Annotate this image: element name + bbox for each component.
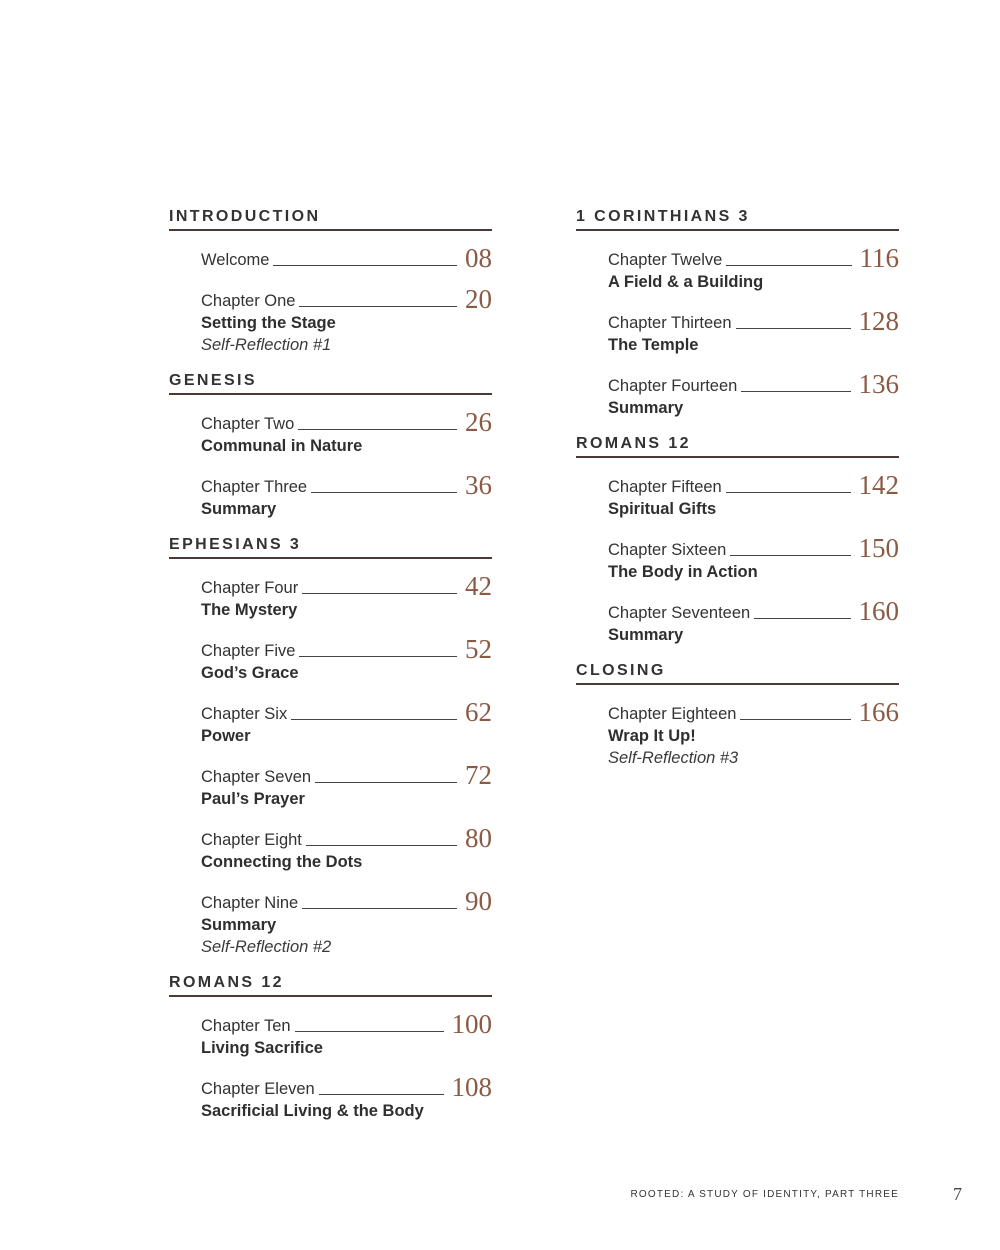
section-heading: INTRODUCTION [169, 208, 492, 231]
toc-section [169, 536, 492, 957]
chapter-subtitle: Communal in Nature [201, 437, 363, 455]
chapter-subtitle: A Field & a Building [608, 273, 764, 291]
chapter-subtitle: The Temple [608, 336, 699, 354]
page-number: 128 [858, 306, 899, 336]
toc-entry[interactable] [201, 886, 492, 957]
toc-section [169, 974, 492, 1121]
dot-leader [741, 391, 850, 392]
toc-entry-line [201, 407, 492, 437]
dot-leader [315, 782, 457, 783]
toc-entry[interactable] [608, 243, 899, 292]
dot-leader [302, 908, 457, 909]
chapter-subtitle: Power [201, 727, 251, 745]
toc-entry-line [201, 284, 492, 314]
toc-entry[interactable] [608, 697, 899, 768]
dot-leader [299, 656, 457, 657]
toc-entry[interactable] [608, 470, 899, 519]
toc-entry-line [608, 697, 899, 727]
chapter-label: Chapter Seventeen [608, 604, 751, 622]
dot-leader [726, 492, 851, 493]
footer-book-title: ROOTED: A STUDY OF IDENTITY, PART THREE [630, 1189, 899, 1200]
toc-entry[interactable] [201, 470, 492, 519]
section-heading: 1 CORINTHIANS 3 [576, 208, 899, 231]
page-number: 36 [465, 470, 492, 500]
chapter-label: Chapter Eighteen [608, 705, 737, 723]
page-number: 136 [858, 369, 899, 399]
toc-entry[interactable] [608, 596, 899, 645]
toc-entry[interactable] [608, 533, 899, 582]
chapter-subtitle: The Body in Action [608, 563, 758, 581]
toc-entry-line [201, 697, 492, 727]
chapter-label: Chapter Ten [201, 1017, 291, 1035]
chapter-label: Chapter Two [201, 415, 295, 433]
toc-entry-line [608, 243, 899, 273]
dot-leader [754, 618, 850, 619]
section-heading: ROMANS 12 [169, 974, 492, 997]
dot-leader [736, 328, 851, 329]
chapter-subtitle: Summary [608, 626, 684, 644]
toc-entry[interactable] [608, 306, 899, 355]
dot-leader [311, 492, 457, 493]
toc-entry-line [608, 533, 899, 563]
toc-entry-line [201, 243, 492, 273]
toc-entry[interactable] [201, 1009, 492, 1058]
section-heading: GENESIS [169, 372, 492, 395]
toc-entry[interactable] [201, 634, 492, 683]
toc-entry[interactable] [608, 369, 899, 418]
toc-section [169, 372, 492, 519]
dot-leader [306, 845, 457, 846]
page-number: 160 [858, 596, 899, 626]
toc-entry-line [201, 886, 492, 916]
chapter-subtitle: Summary [608, 399, 684, 417]
page-number: 62 [465, 697, 492, 727]
toc-entry-line [201, 823, 492, 853]
chapter-label: Welcome [201, 251, 270, 269]
chapter-label: Chapter Fourteen [608, 377, 738, 395]
toc-column-right [576, 208, 899, 785]
chapter-label: Chapter One [201, 292, 296, 310]
dot-leader [291, 719, 457, 720]
toc-entry[interactable] [201, 407, 492, 456]
page-number: 108 [451, 1072, 492, 1102]
footer-page-number: 7 [953, 1184, 962, 1204]
dot-leader [273, 265, 457, 266]
chapter-subtitle: Connecting the Dots [201, 853, 363, 871]
chapter-subtitle: Spiritual Gifts [608, 500, 717, 518]
chapter-subtitle: Summary [201, 916, 277, 934]
toc-column-left [169, 208, 492, 1138]
dot-leader [302, 593, 457, 594]
chapter-label: Chapter Eleven [201, 1080, 315, 1098]
chapter-label: Chapter Five [201, 642, 296, 660]
page-number: 100 [451, 1009, 492, 1039]
toc-section [576, 435, 899, 645]
toc-entry[interactable] [201, 823, 492, 872]
page-number: 52 [465, 634, 492, 664]
toc-entry-line [608, 306, 899, 336]
toc-entry-line [608, 369, 899, 399]
chapter-label: Chapter Nine [201, 894, 299, 912]
chapter-label: Chapter Fifteen [608, 478, 722, 496]
chapter-subtitle: The Mystery [201, 601, 298, 619]
chapter-label: Chapter Four [201, 579, 299, 597]
chapter-label: Chapter Twelve [608, 251, 723, 269]
section-heading: CLOSING [576, 662, 899, 685]
chapter-subtitle: God’s Grace [201, 664, 299, 682]
chapter-subtitle: Wrap It Up! [608, 727, 696, 745]
self-reflection-label: Self-Reflection #1 [201, 336, 332, 354]
page-number: 166 [858, 697, 899, 727]
chapter-label: Chapter Seven [201, 768, 312, 786]
page-number: 72 [465, 760, 492, 790]
chapter-label: Chapter Thirteen [608, 314, 732, 332]
chapter-subtitle: Setting the Stage [201, 314, 336, 332]
toc-entry[interactable] [201, 243, 492, 273]
dot-leader [295, 1031, 444, 1032]
page-number: 116 [859, 243, 899, 273]
toc-entry[interactable] [201, 697, 492, 746]
chapter-subtitle: Living Sacrifice [201, 1039, 323, 1057]
chapter-subtitle: Summary [201, 500, 277, 518]
page-number: 80 [465, 823, 492, 853]
toc-entry-line [201, 470, 492, 500]
toc-entry[interactable] [201, 1072, 492, 1121]
toc-section [169, 208, 492, 355]
section-heading: EPHESIANS 3 [169, 536, 492, 559]
self-reflection-label: Self-Reflection #2 [201, 938, 332, 956]
dot-leader [740, 719, 850, 720]
page-number: 08 [465, 243, 492, 273]
toc-entry-line [201, 1072, 492, 1102]
page-number: 42 [465, 571, 492, 601]
toc-section [576, 208, 899, 418]
dot-leader [726, 265, 851, 266]
chapter-label: Chapter Eight [201, 831, 302, 849]
toc-entry-line [201, 1009, 492, 1039]
page-number: 150 [858, 533, 899, 563]
dot-leader [730, 555, 850, 556]
dot-leader [319, 1094, 444, 1095]
chapter-label: Chapter Three [201, 478, 308, 496]
page-number: 26 [465, 407, 492, 437]
toc-entry-line [201, 634, 492, 664]
toc-entry-line [201, 760, 492, 790]
chapter-subtitle: Paul’s Prayer [201, 790, 305, 808]
toc-section [576, 662, 899, 768]
chapter-subtitle: Sacrificial Living & the Body [201, 1102, 424, 1120]
toc-entry-line [201, 571, 492, 601]
chapter-label: Chapter Six [201, 705, 288, 723]
toc-entry[interactable] [201, 760, 492, 809]
self-reflection-label: Self-Reflection #3 [608, 749, 739, 767]
dot-leader [298, 429, 457, 430]
toc-entry[interactable] [201, 571, 492, 620]
chapter-label: Chapter Sixteen [608, 541, 727, 559]
toc-entry-line [608, 596, 899, 626]
section-heading: ROMANS 12 [576, 435, 899, 458]
toc-entry-line [608, 470, 899, 500]
toc-entry[interactable] [201, 284, 492, 355]
page-number: 20 [465, 284, 492, 314]
dot-leader [299, 306, 457, 307]
page-number: 142 [858, 470, 899, 500]
page-number: 90 [465, 886, 492, 916]
